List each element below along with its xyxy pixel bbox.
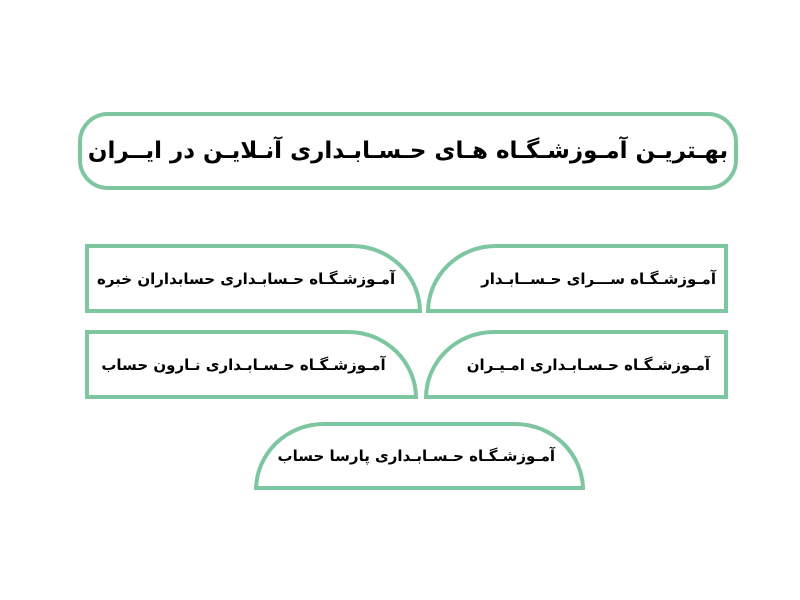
- school-item-naron-hesab: آمـوزشـگـاه حـسـابـداری نـارون حساب: [85, 330, 418, 399]
- school-item-parsa-hesab: آمـوزشـگـاه حـسـابـداری پارسا حساب: [254, 422, 585, 490]
- school-item-sara-hesabdar: آمـوزشـگـاه ســـرای حـســابـدار: [426, 244, 728, 313]
- diagram-title: بهـتریـن آمـوزشـگـاه هـای حـسـابـداری آنـلایـن در ایــران: [78, 112, 738, 190]
- school-item-hesabdaran-khebre: آمـوزشـگـاه حـسابـداری حسابداران خبره: [85, 244, 422, 313]
- school-item-amiran: آمـوزشـگـاه حـسـابـداری امـیـران: [424, 330, 728, 399]
